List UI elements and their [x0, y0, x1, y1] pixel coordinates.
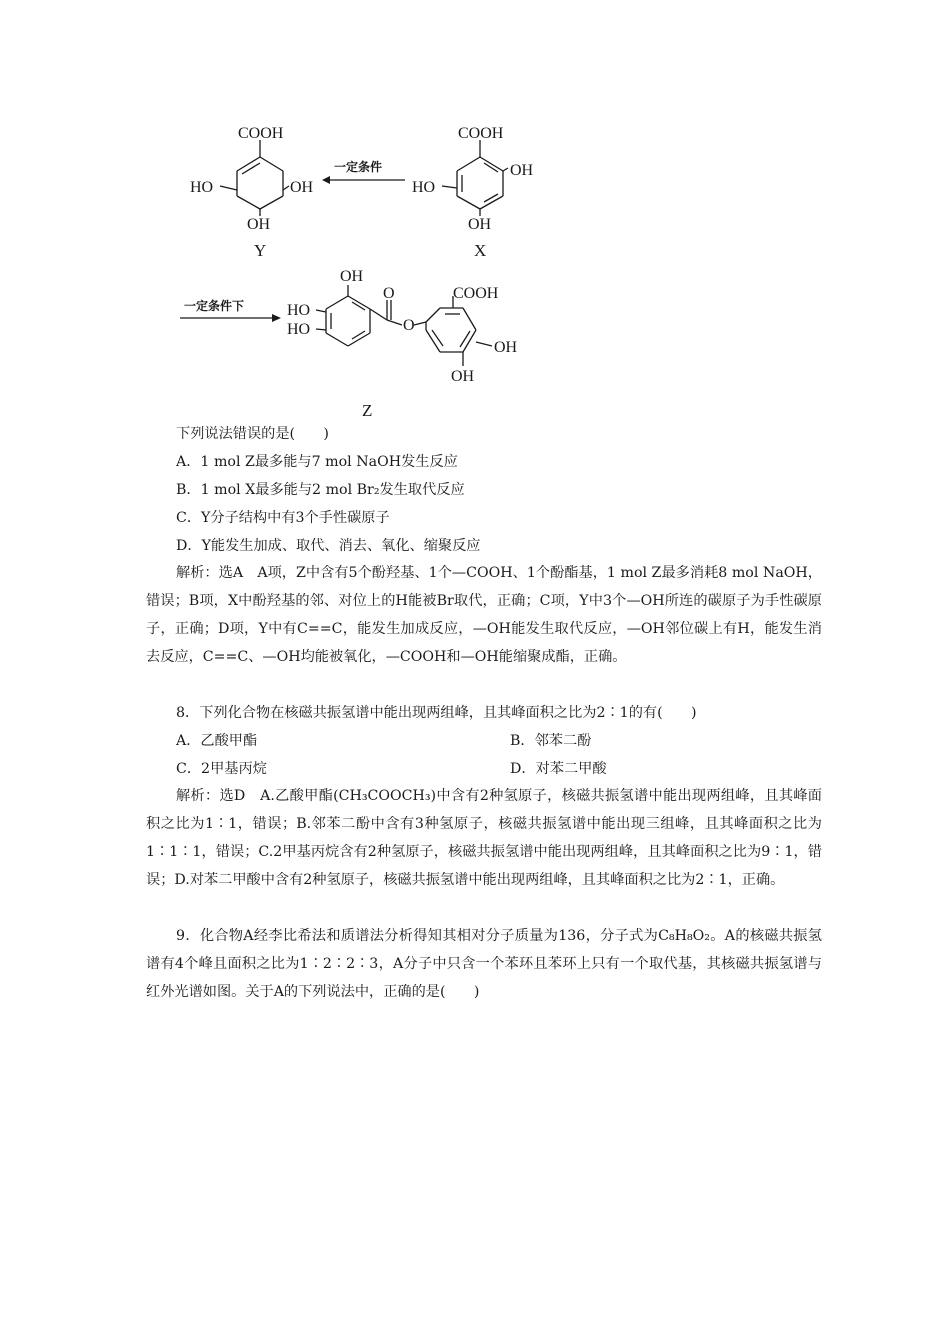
q7-stem: 下列说法错误的是( )	[176, 426, 329, 442]
q8-option-b: B．邻苯二酚	[510, 733, 592, 749]
z-oh-bottom-label: OH	[451, 368, 475, 385]
q8-option-a: A．乙酸甲酯	[176, 733, 258, 749]
molecule-z-label: Z	[362, 401, 373, 420]
x-cooh-label: COOH	[458, 125, 504, 142]
q7-option-c: C．Y分子结构中有3个手性碳原子	[176, 510, 390, 526]
q7-option-d: D．Y能发生加成、取代、消去、氧化、缩聚反应	[176, 538, 481, 554]
z-ho-2-label: HO	[287, 321, 311, 338]
q8-option-c: C．2甲基丙烷	[176, 761, 267, 777]
q7-option-a: A．1 mol Z最多能与7 mol NaOH发生反应	[176, 454, 458, 470]
q9-stem: 9．化合物A经李比希法和质谱法分析得知其相对分子质量为136，分子式为C₈H₈O₂。A的核磁共振氢谱有4个峰且面积之比为1∶2∶2∶3，A分子中只含一个苯环且苯环上只有一个取代基，其核磁共振氢谱与红外光谱如图。关于A的下列说法中，正确的是( )	[146, 928, 822, 1000]
q8-option-d: D．对苯二甲酸	[510, 761, 607, 777]
molecule-x-label: X	[474, 241, 487, 260]
y-ho-left-label: HO	[190, 179, 214, 196]
arrow2-condition: 一定条件下	[184, 299, 245, 313]
q8-analysis: 解析：选D A.乙酸甲酯(CH₃COOCH₃)中含有2种氢原子，核磁共振氢谱中能出现两组峰，且其峰面积之比为1∶1，错误；B.邻苯二酚中含有3种氢原子，核磁共振氢谱中能出现三组峰，且其峰面积之比为1∶1∶1，错误；C.2甲基丙烷含有2种氢原子，核磁共振氢谱中能出现两组峰，且其峰面积之比为9∶1，错误；D.对苯二甲酸中含有2种氢原子，核磁共振氢谱中能出现两组峰，且其峰面积之比为2∶1，正确。	[146, 788, 822, 888]
molecule-y-structure	[220, 140, 289, 216]
z-carbonyl-o-label: O	[383, 285, 395, 302]
y-cooh-label: COOH	[238, 125, 284, 142]
q7-option-b: B．1 mol X最多能与2 mol Br₂发生取代反应	[176, 482, 465, 498]
y-oh-right-label: OH	[290, 179, 314, 196]
z-oh-top-label: OH	[340, 268, 364, 285]
z-ester-o-label: O	[403, 317, 415, 334]
z-cooh-label: COOH	[453, 285, 499, 302]
molecule-y-label: Y	[254, 241, 267, 260]
x-oh-right-label: OH	[510, 162, 534, 179]
arrow1-condition: 一定条件	[334, 160, 383, 174]
q8-stem: 8．下列化合物在核磁共振氢谱中能出现两组峰，且其峰面积之比为2∶1的有( )	[176, 705, 697, 721]
z-oh-right-label: OH	[494, 339, 518, 356]
molecule-x-structure	[442, 140, 508, 216]
reaction-scheme	[0, 0, 950, 425]
x-oh-bottom-label: OH	[468, 216, 492, 233]
q7-analysis: 解析：选A A项，Z中含有5个酚羟基、1个—COOH、1个酚酯基，1 mol Z最多消耗8 mol NaOH，错误；B项，X中酚羟基的邻、对位上的H能被Br取代，正确；C项，Y中3个—OH所连的碳原子为手性碳原子，正确；D项，Y中有C==C，能发生加成反应，—OH能发生取代反应，—OH邻位碳上有H，能发生消去反应，C==C、—OH均能被氧化，—COOH和—OH能缩聚成酯，正确。	[146, 565, 822, 665]
x-ho-left-label: HO	[412, 179, 436, 196]
z-ho-1-label: HO	[287, 302, 311, 319]
y-oh-bottom-label: OH	[247, 216, 271, 233]
